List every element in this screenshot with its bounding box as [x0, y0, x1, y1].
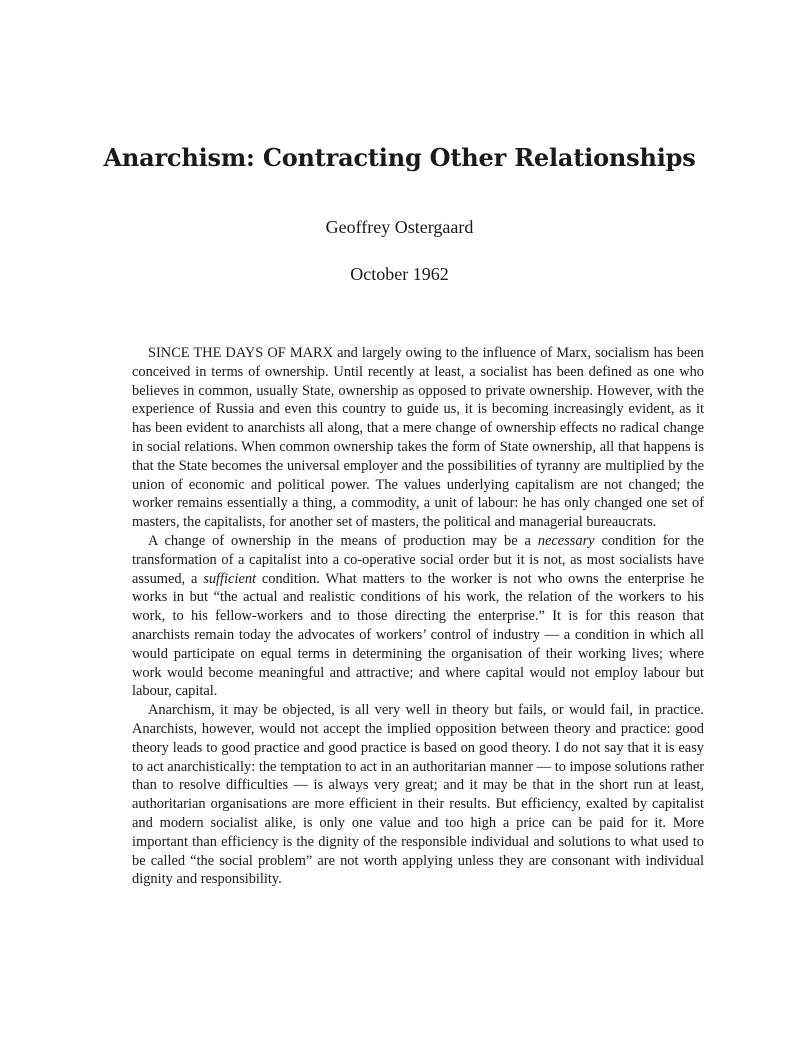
- paragraph-1: SINCE THE DAYS OF MARX and largely owing to the influence of Marx, socialism has been conceived in terms of ownership. Until recently at least, a socialist has been defined as one who believes in common, usually State, ownership as opposed to private ownership. However, with the experience of Russia and even this country to guide us, it is becoming increasingly evident, as it has been evident to anarchists all along, that a mere change of ownership effects no radical change in social relations. When common ownership takes the form of State ownership, all that happens is that the State becomes the universal employer and the possibilities of tyranny are multiplied by the union of economic and political power. The values underlying capitalism are not changed; the worker remains essentially a thing, a commodity, a unit of labour: he has only changed one set of masters, the capitalists, for another set of masters, the political and managerial bureaucrats.: [132, 345, 704, 531]
- paragraph-2: [132, 532, 704, 701]
- document-author: Geoffrey Ostergaard: [325, 217, 474, 237]
- paragraph-3: Anarchism, it may be objected, is all very well in theory but fails, or would fail, in practice. Anarchists, however, would not accept the implied opposition between theory and practice: good theory leads to good practice and good practice is based on good theory. I do not say that it is easy to act anarchistically: the temptation to act in an authoritarian manner — to impose solutions rather than to resolve difficulties — is always very great; and it may be that in the short run at least, authoritarian organisations are more efficient in their results. But efficiency, exalted by capitalist and modern socialist alike, is only one value and too high a price can be paid for it. More important than efficiency is the dignity of the responsible individual and solutions to what used to be called “the social problem” are not worth applying unless they are consonant with individual dignity and responsibility.: [132, 702, 704, 888]
- document-date: October 1962: [350, 264, 449, 284]
- paragraph-2-text-c: condition. What matters to the worker is not who owns the enterprise he works in but “the actual and realistic conditions of his work, the relation of the workers to his work, to his fellow-workers and to those directing the enterprise.” It is for this reason that anarchists remain today the advocates of workers’ control of industry — a condition in which all would participate on equal terms in determining the organisation of their working lives; where work would become meaningful and attractive; and where capital would not employ labour but labour, capital.: [132, 570, 704, 700]
- document-title: Anarchism: Contracting Other Relationships: [103, 143, 696, 172]
- emphasis-necessary: necessary: [537, 532, 595, 549]
- paragraph-2-text-a: A change of ownership in the means of production may be a: [148, 532, 538, 549]
- paragraph-2-text-b: condition for the transformation of a capitalist into a co-operative social order but it is not, as most socialists have assumed, a: [132, 532, 705, 587]
- emphasis-sufficient: sufficient: [203, 570, 257, 587]
- document-body: [132, 344, 704, 889]
